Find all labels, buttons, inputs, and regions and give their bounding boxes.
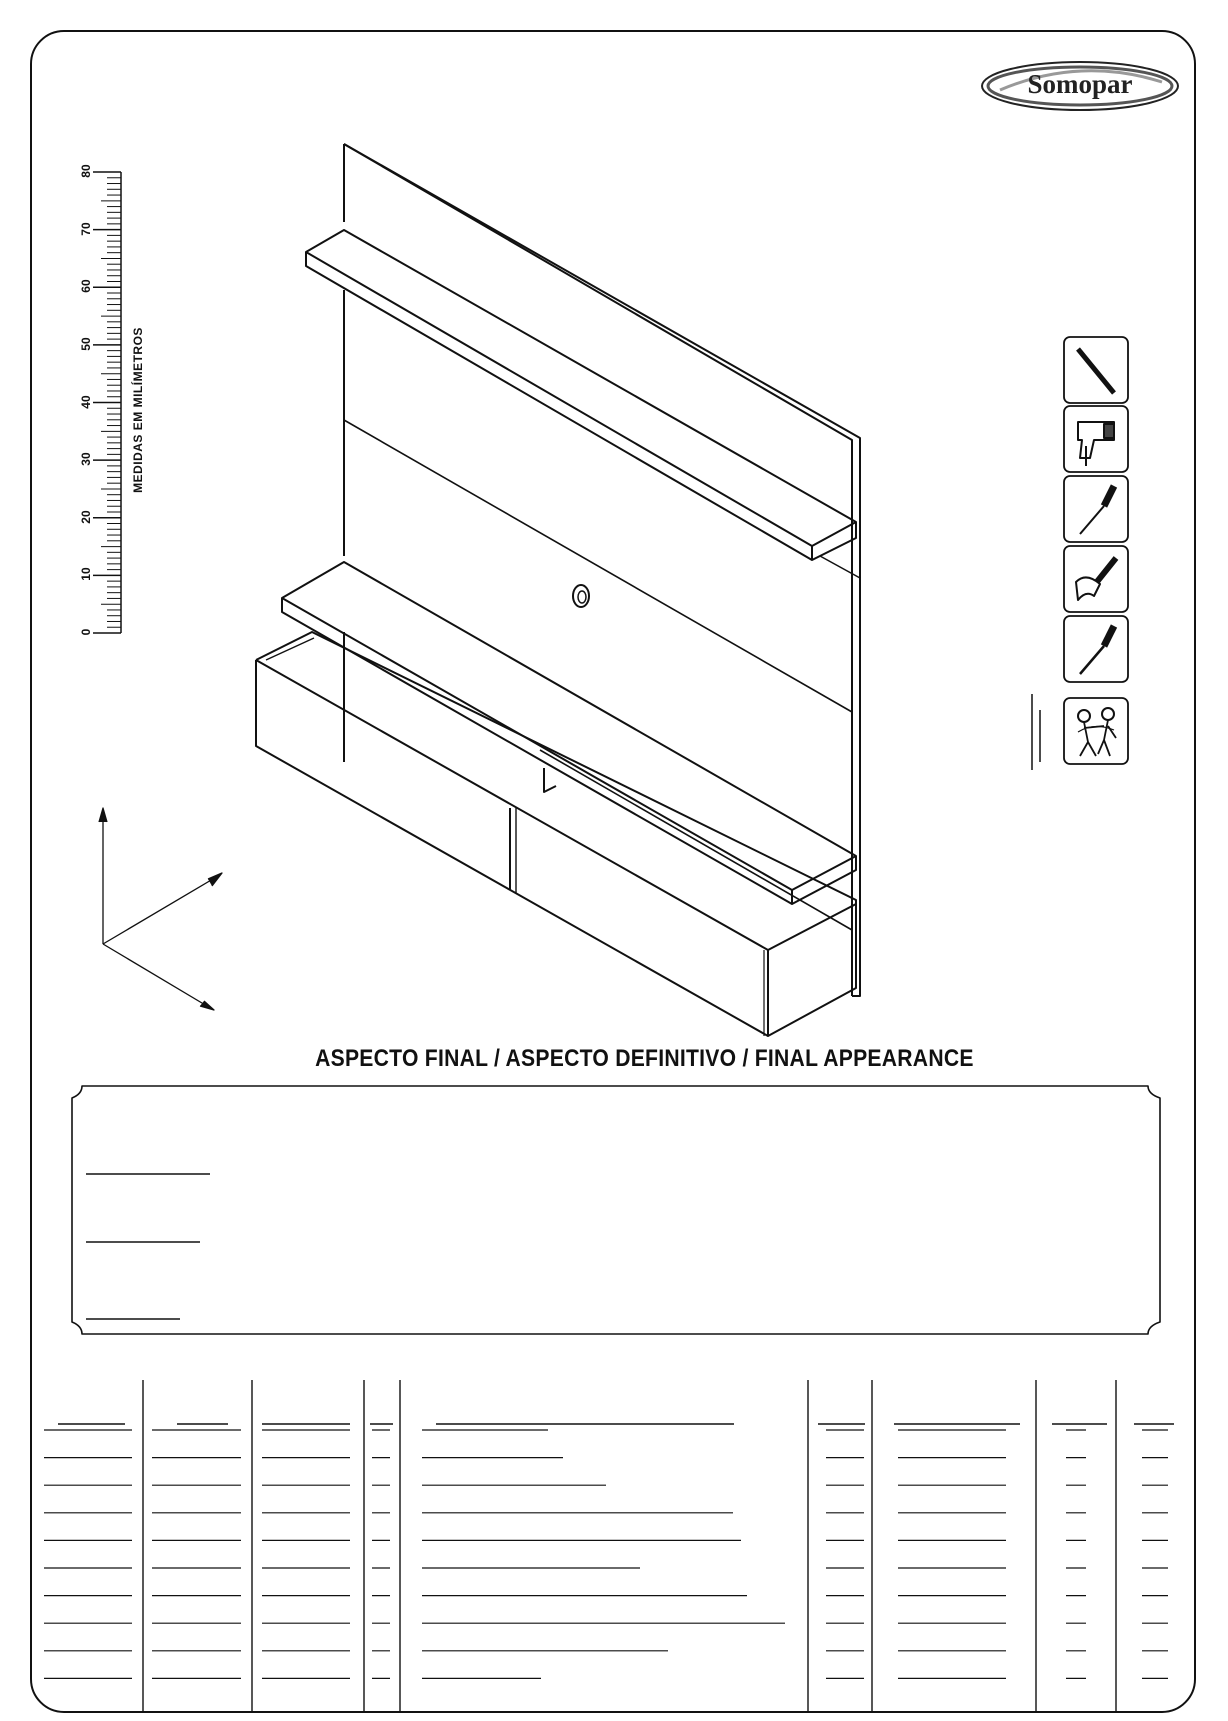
power-drill-icon <box>1064 406 1128 472</box>
ruler-tick-label: 40 <box>79 394 93 409</box>
hammer-icon <box>1064 546 1128 612</box>
parts-table <box>44 1380 1174 1712</box>
phillips-screwdriver-icon <box>1064 476 1128 542</box>
ruler-tick-label: 10 <box>79 567 93 582</box>
tools-column <box>1032 337 1128 770</box>
ruler-tick-label: 70 <box>79 221 93 236</box>
axis-arrows <box>99 808 222 1010</box>
instruction-box <box>72 1086 1160 1334</box>
drill-bit-icon <box>1064 337 1128 403</box>
tv-panel-drawing <box>256 144 860 1036</box>
final-appearance-title: ASPECTO FINAL / ASPECTO DEFINITIVO / FINAL APPEARANCE <box>315 1045 974 1072</box>
two-people-assembly-icon <box>1064 698 1128 764</box>
ruler-tick-label: 50 <box>79 337 93 351</box>
brand-name: Somopar <box>1027 69 1133 99</box>
ruler-tick-label: 60 <box>79 279 93 293</box>
ruler-tick-label: 80 <box>79 164 93 178</box>
millimeter-ruler <box>93 172 121 633</box>
ruler-tick-label: 20 <box>79 510 93 524</box>
ruler-tick-label: 0 <box>79 628 93 636</box>
flat-screwdriver-icon <box>1064 616 1128 682</box>
ruler-tick-label: 30 <box>79 452 93 466</box>
ruler-caption: MEDIDAS EM MILÍMETROS <box>131 327 145 493</box>
